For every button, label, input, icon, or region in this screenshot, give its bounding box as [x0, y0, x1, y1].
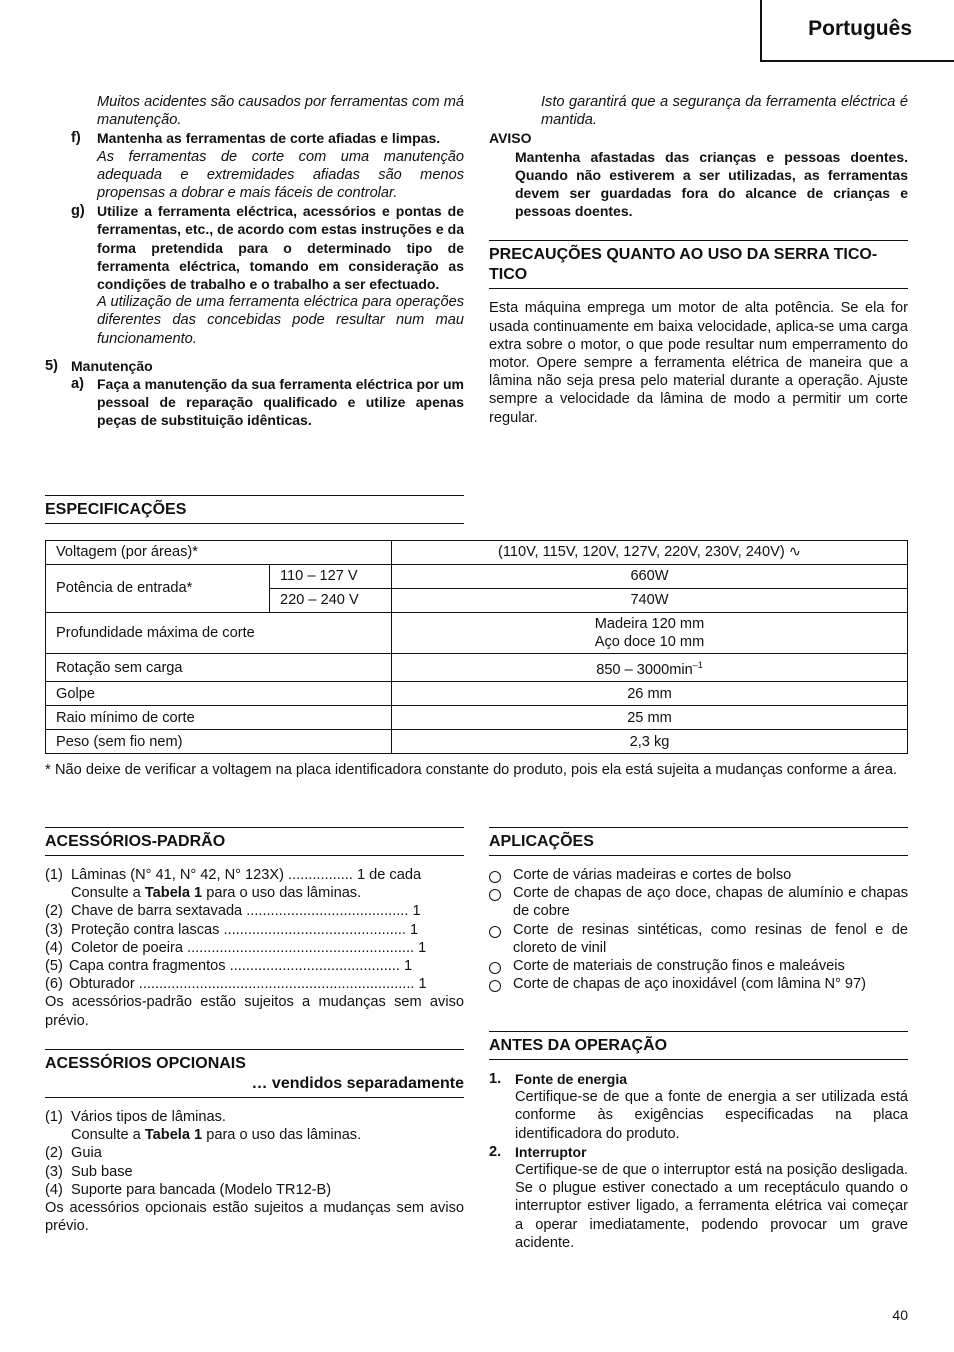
consult-pre: Consulte a	[71, 1127, 145, 1144]
consult-table-ref: Tabela 1	[144, 1127, 203, 1144]
item-text: Coletor de poeira ........................................................ 1	[71, 939, 427, 956]
item-number: 2.	[489, 1143, 502, 1160]
item-text: Obturador .................................................................... 1	[69, 976, 427, 993]
spec-row-depth	[46, 613, 908, 654]
consult-post: para o uso das lâminas.	[202, 885, 362, 902]
applications-section	[489, 827, 908, 993]
opt-acc-header	[45, 1049, 464, 1098]
item-text: Chave de barra sextavada ........................................ 1	[71, 903, 421, 920]
std-acc-title: ACESSÓRIOS-PADRÃO	[45, 827, 464, 856]
item-text: Suporte para bancada (Modelo TR12-B)	[71, 1181, 332, 1198]
item-f-bold: Mantenha as ferramentas de corte afiadas e limpas.	[97, 130, 441, 147]
list-item	[45, 921, 464, 939]
spec-rotation-value-cell	[392, 654, 908, 682]
consult-table-ref: Tabela 1	[144, 885, 203, 902]
before-op-title: ANTES DA OPERAÇÃO	[489, 1031, 908, 1060]
item-g	[45, 202, 464, 348]
item-number: (2)	[45, 903, 63, 920]
list-item	[45, 902, 464, 920]
opt-acc-footer: Os acessórios opcionais estão sujeitos a mudanças sem aviso prévio.	[45, 1200, 464, 1235]
item-g-italic: A utilização de uma ferramenta eléctrica para operações diferentes das concebidas pode resultar num mau funcionamento.	[97, 294, 464, 347]
consult-post: para o uso das lâminas.	[202, 1127, 362, 1144]
specs-note	[45, 761, 908, 779]
before-op-section	[489, 1031, 908, 1252]
application-text: Corte de chapas de aço inoxidável (com lâmina N° 97)	[513, 976, 867, 993]
specs-table	[45, 540, 908, 754]
spec-stroke-value: 26 mm	[392, 682, 908, 706]
list-item	[489, 975, 908, 993]
list-item	[489, 921, 908, 957]
spec-row-power-1	[46, 565, 908, 589]
opt-acc-title: ACESSÓRIOS OPCIONAIS	[45, 1055, 246, 1072]
item-number: (4)	[45, 939, 63, 956]
spec-voltage-label: Voltagem (por áreas)*	[46, 541, 392, 565]
item-text: Lâminas (N° 41, N° 42, N° 123X) ................ 1 de cada	[71, 867, 422, 883]
page-number: 40	[892, 1307, 908, 1323]
language-tab	[760, 0, 954, 62]
item-a-label: a)	[71, 376, 84, 393]
spec-power-range-2: 220 – 240 V	[270, 589, 392, 613]
list-item	[489, 884, 908, 920]
spec-power-value-2: 740W	[392, 589, 908, 613]
list-item	[489, 866, 908, 884]
spec-stroke-label: Golpe	[46, 682, 392, 706]
item-number: (4)	[45, 1181, 63, 1198]
spec-row-radius	[46, 706, 908, 730]
specs-note-text: Não deixe de verificar a voltagem na placa identificadora constante do produto, pois ela está sujeita a mudanças conforme a área.	[55, 762, 898, 778]
spec-rotation-sup: –1	[692, 660, 703, 671]
spec-voltage-value: (110V, 115V, 120V, 127V, 220V, 230V, 240V)	[497, 544, 785, 561]
list-item	[45, 866, 464, 884]
right-top-column	[489, 93, 908, 427]
circle-bullet-icon	[489, 926, 501, 938]
item-text: Sub base	[71, 1163, 133, 1180]
item-text: Guia	[71, 1145, 102, 1162]
application-text: Corte de materiais de construção finos e maleáveis	[513, 958, 845, 975]
circle-bullet-icon	[489, 980, 501, 992]
section-5	[45, 357, 464, 375]
item-text: Certifique-se de que a fonte de energia a ser utilizada está conforme às exigências especificadas na placa identificadora do produto.	[515, 1089, 908, 1142]
list-item	[45, 975, 464, 993]
spec-row-voltage	[46, 541, 908, 565]
spec-weight-value: 2,3 kg	[392, 730, 908, 754]
spec-depth-label: Profundidade máxima de corte	[46, 613, 392, 654]
spec-power-label: Potência de entrada*	[46, 565, 270, 613]
item-text: Vários tipos de lâminas.	[71, 1109, 226, 1125]
before-op-item-1	[489, 1070, 908, 1143]
ac-symbol-icon: ∿	[788, 544, 802, 561]
consult-pre: Consulte a	[71, 885, 145, 902]
list-item	[45, 1181, 464, 1199]
spec-row-rotation	[46, 654, 908, 682]
item-number: (1)	[45, 1109, 63, 1125]
precautions-text: Esta máquina emprega um motor de alta potência. Se ela for usada continuamente em baixa velocidade, aplica-se uma carga extra sobre o motor, o que pode resultar num emperramento do motor. Opere sempre a ferramenta elétrica de maneira que a lâmina não seja presa pelo material durante a operação. Ajuste sempre a velocidade da lâmina de modo a permitir um corte regular.	[489, 300, 908, 426]
item-text: Capa contra fragmentos .......................................... 1	[69, 958, 413, 975]
application-text: Corte de chapas de aço doce, chapas de alumínio e chapas de cobre	[513, 885, 908, 920]
opt-acc-section	[45, 1049, 464, 1235]
list-item	[45, 957, 464, 975]
application-text: Corte de várias madeiras e cortes de bolso	[513, 867, 792, 883]
item-f-label: f)	[71, 130, 81, 147]
item-f	[45, 129, 464, 202]
specs-title: ESPECIFICAÇÕES	[45, 495, 464, 524]
spec-voltage-value-cell	[392, 541, 908, 565]
item-title: Interruptor	[515, 1143, 587, 1160]
std-acc-footer: Os acessórios-padrão estão sujeitos a mudanças sem aviso prévio.	[45, 994, 464, 1029]
spec-radius-value: 25 mm	[392, 706, 908, 730]
spec-depth-value-2: Aço doce 10 mm	[594, 634, 705, 651]
application-text: Corte de resinas sintéticas, como resinas de fenol e de cloreto de vinil	[513, 921, 908, 956]
item-number: (3)	[45, 1163, 63, 1180]
item-a-bold: Faça a manutenção da sua ferramenta eléctrica por um pessoal de reparação qualificado e utilize apenas peças de substituição idênticas.	[97, 376, 464, 429]
spec-rotation-label: Rotação sem carga	[46, 654, 392, 682]
spec-power-value-1: 660W	[392, 565, 908, 589]
aviso-text: Mantenha afastadas das crianças e pessoas doentes. Quando não estiverem a ser utilizadas, as ferramentas devem ser guardadas fora do alcance de crianças e pessoas doentes.	[515, 148, 908, 220]
item-g-label: g)	[71, 203, 85, 220]
std-acc-consult	[45, 884, 464, 902]
item-number: (6)	[45, 976, 63, 993]
list-item	[45, 1144, 464, 1162]
spec-rotation-value: 850 – 3000min	[596, 662, 693, 679]
circle-bullet-icon	[489, 962, 501, 974]
item-number: (2)	[45, 1145, 63, 1162]
spec-depth-value-1: Madeira 120 mm	[594, 616, 705, 632]
list-item	[45, 1163, 464, 1181]
item-g-bold: Utilize a ferramenta eléctrica, acessórios e pontas de ferramentas, etc., de acordo com estas instruções e da forma pretendida para o determinado tipo de ferramenta eléctrica, tomando em consideração as condições de trabalho e o trabalho a ser efectuado.	[97, 203, 464, 293]
left-top-column	[45, 93, 464, 430]
list-item	[45, 939, 464, 957]
spec-row-stroke	[46, 682, 908, 706]
opt-acc-consult	[45, 1126, 464, 1144]
std-acc-section	[45, 827, 464, 1030]
applications-title: APLICAÇÕES	[489, 827, 908, 856]
spec-radius-label: Raio mínimo de corte	[46, 706, 392, 730]
item-text: Proteção contra lascas ............................................. 1	[71, 921, 419, 938]
item-number: (5)	[45, 958, 63, 975]
precautions-title: PRECAUÇÕES QUANTO AO USO DA SERRA TICO-TICO	[489, 240, 908, 289]
list-item	[489, 957, 908, 975]
intro-italic: Muitos acidentes são causados por ferramentas com má manutenção.	[97, 94, 464, 129]
item-number: (3)	[45, 921, 63, 938]
section-5-title: Manutenção	[71, 357, 153, 374]
item-number: (1)	[45, 867, 63, 883]
spec-power-range-1: 110 – 127 V	[270, 565, 392, 589]
before-op-item-2	[489, 1143, 908, 1252]
spec-row-weight	[46, 730, 908, 754]
opt-acc-subtitle: … vendidos separadamente	[251, 1075, 464, 1092]
specs-note-star: *	[45, 762, 51, 778]
section-5-label: 5)	[45, 357, 58, 374]
item-f-italic: As ferramentas de corte com uma manutenção adequada e extremidades afiadas são menos propensas a dobrar e mais fáceis de controlar.	[97, 148, 464, 202]
list-item	[45, 1108, 464, 1126]
item-number: 1.	[489, 1071, 502, 1087]
aviso-title: AVISO	[489, 130, 532, 147]
item-text: Certifique-se de que o interruptor está na posição desligada. Se o plugue estiver conectado a um receptáculo quando o interruptor estiver ligado, a ferramenta elétrica vai começar a operar imediatamente, podendo provocar um grave acidente.	[515, 1162, 908, 1251]
language-label: Português	[808, 17, 912, 40]
item-a	[45, 375, 464, 430]
item-title: Fonte de energia	[515, 1071, 628, 1087]
circle-bullet-icon	[489, 889, 501, 901]
spec-weight-label: Peso (sem fio nem)	[46, 730, 392, 754]
circle-bullet-icon	[489, 871, 501, 883]
spec-depth-value-cell	[392, 613, 908, 654]
right-italic: Isto garantirá que a segurança da ferramenta eléctrica é mantida.	[541, 94, 908, 129]
